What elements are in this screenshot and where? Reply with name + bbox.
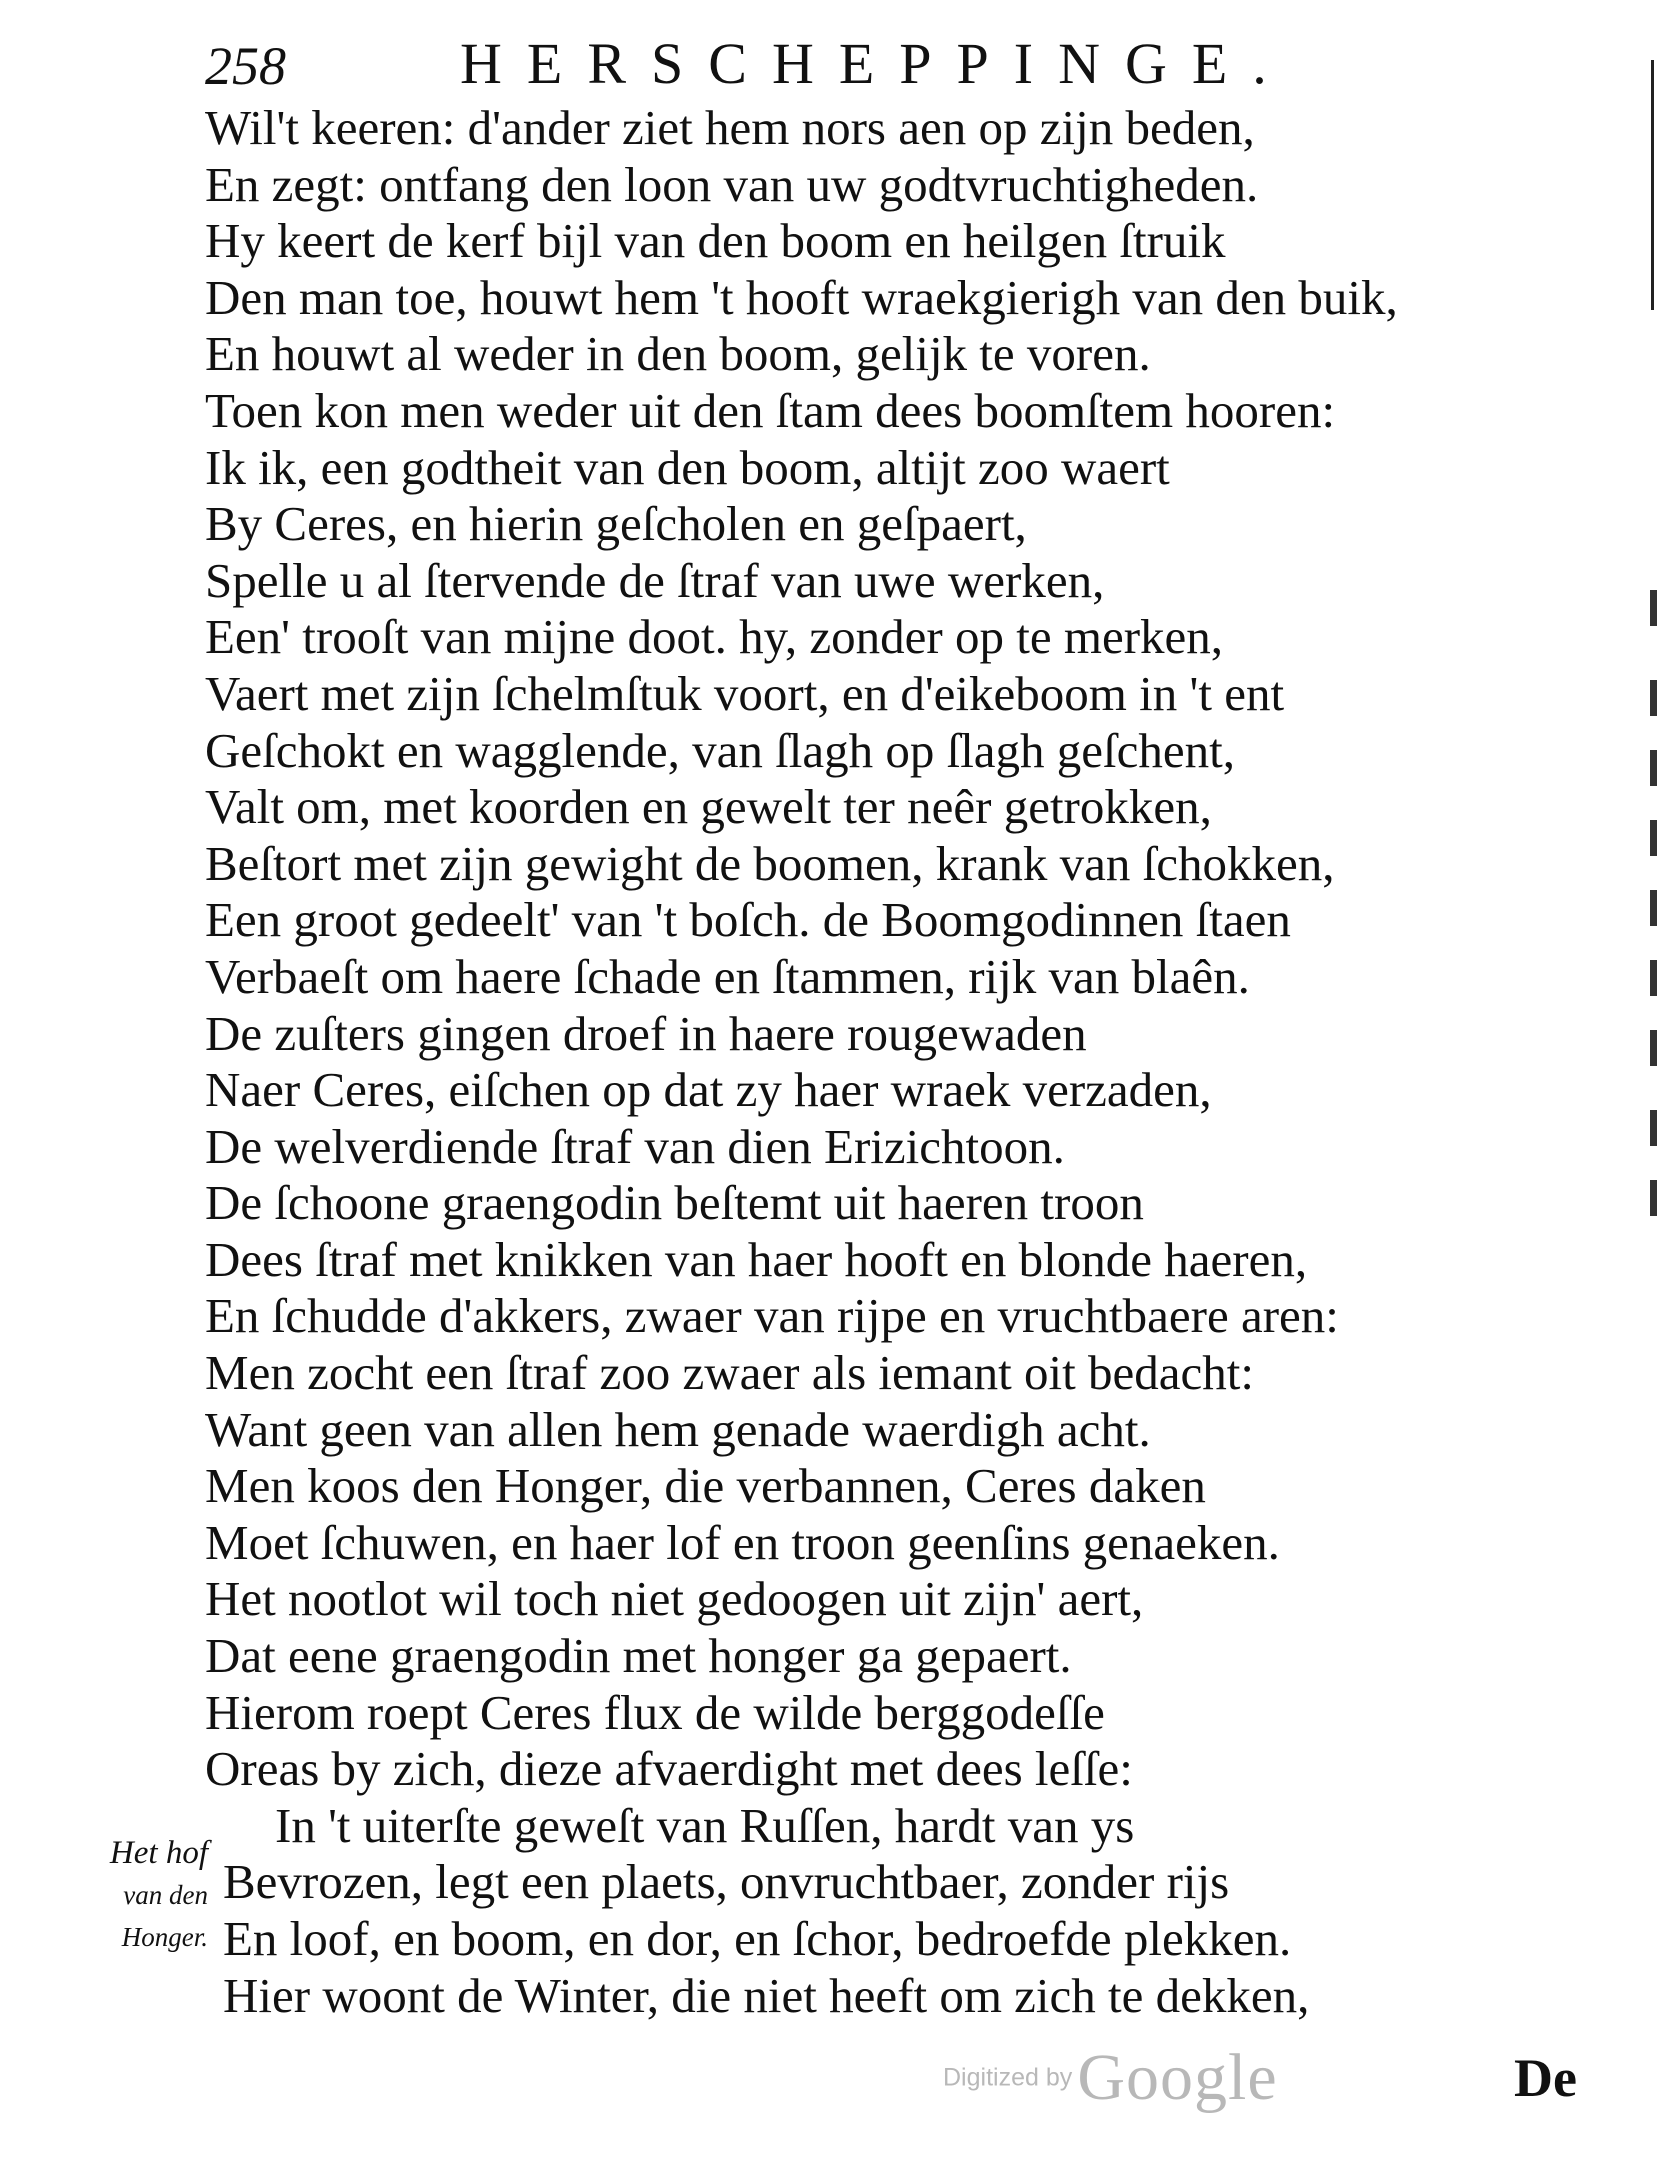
verse-line: En ſchudde d'akkers, zwaer van rijpe en vruchtbaere aren: xyxy=(205,1288,1339,1344)
digitization-watermark xyxy=(943,2040,1278,2116)
marginal-note-line: Het hof xyxy=(109,1835,208,1871)
bleed-mark xyxy=(1650,590,1657,626)
verse-line: Men zocht een ſtraf zoo zwaer als iemant oit bedacht: xyxy=(205,1345,1254,1401)
page-number: 258 xyxy=(205,36,286,96)
marginal-note xyxy=(58,1832,208,1958)
verse-line: Valt om, met koorden en gewelt ter neêr getrokken, xyxy=(205,779,1212,835)
verse-line: Men koos den Honger, die verbannen, Ceres daken xyxy=(205,1458,1206,1514)
verse-line: Een' trooſt van mijne doot. hy, zonder op te merken, xyxy=(205,609,1224,665)
running-head xyxy=(205,30,1315,102)
verse-line: Den man toe, houwt hem 't hooft wraekgierigh van den buik, xyxy=(205,269,1398,325)
verse-line: Wil't keeren: d'ander ziet hem nors aen op zijn beden, xyxy=(205,100,1255,155)
bleed-mark xyxy=(1650,820,1657,856)
marginal-note-line: Honger. xyxy=(121,1922,208,1952)
verse-line: Hier woont de Winter, die niet heeft om zich te dekken, xyxy=(223,1967,1310,2023)
verse-line: De ſchoone graengodin beſtemt uit haeren troon xyxy=(205,1175,1144,1231)
verse-line: Want geen van allen hem genade waerdigh acht. xyxy=(205,1401,1151,1457)
verse-line: Geſchokt en wagglende, van ſlagh op ſlagh geſchent, xyxy=(205,722,1236,778)
verse-line: En houwt al weder in den boom, gelijk te voren. xyxy=(205,326,1151,382)
verse-line: By Ceres, en hierin geſcholen en geſpaert, xyxy=(205,496,1027,552)
catchword: De xyxy=(1514,2048,1577,2108)
verse-line-paragraph-start: In 't uiterſte geweſt van Ruſſen, hardt van ys xyxy=(275,1797,1135,1853)
watermark-brand: Google xyxy=(1077,2041,1278,2114)
verse-line: Toen kon men weder uit den ſtam dees boomſtem hooren: xyxy=(205,382,1336,438)
bleed-mark xyxy=(1650,750,1657,786)
verse-line: Ik ik, een godtheit van den boom, altijt zoo waert xyxy=(205,439,1170,495)
verse-line: De zuſters gingen droef in haere rougewaden xyxy=(205,1005,1087,1061)
bleed-mark xyxy=(1650,890,1657,926)
verse-line: Vaert met zijn ſchelmſtuk voort, en d'eikeboom in 't ent xyxy=(205,665,1285,721)
verse-line: Hierom roept Ceres flux de wilde berggodeſſe xyxy=(205,1684,1105,1740)
watermark-prefix: Digitized by xyxy=(943,2063,1073,2092)
verse-line: En zegt: ontfang den loon van uw godtvruchtigheden. xyxy=(205,156,1259,212)
facing-page-bleed xyxy=(1648,590,1661,1210)
verse-line: Dees ſtraf met knikken van haer hooft en blonde haeren, xyxy=(205,1231,1308,1287)
verse-line: En loof, en boom, en dor, en ſchor, bedroefde plekken. xyxy=(223,1911,1292,1966)
verse-line: Oreas by zich, dieze afvaerdight met dees leſſe: xyxy=(205,1741,1133,1797)
verse-line: Het nootlot wil toch niet gedoogen uit zijn' aert, xyxy=(205,1571,1144,1627)
verse-line: De welverdiende ſtraf van dien Erizichtoon. xyxy=(205,1118,1065,1174)
poem-text xyxy=(205,100,1605,2024)
verse-line: Naer Ceres, eiſchen op dat zy haer wraek verzaden, xyxy=(205,1062,1212,1118)
facing-page-edge xyxy=(1651,60,1654,310)
verse-line: Beſtort met zijn gewight de boomen, krank van ſchokken, xyxy=(205,835,1335,891)
bleed-mark xyxy=(1650,960,1657,996)
verse-line: Een groot gedeelt' van 't boſch. de Boomgodinnen ſtaen xyxy=(205,892,1291,948)
verse-line: Dat eene graengodin met honger ga gepaert. xyxy=(205,1628,1072,1684)
verse-line: Spelle u al ſtervende de ſtraf van uwe werken, xyxy=(205,552,1105,608)
bleed-mark xyxy=(1650,680,1657,716)
bleed-mark xyxy=(1650,1030,1657,1066)
marginal-note-line: van den xyxy=(123,1880,208,1910)
bleed-mark xyxy=(1650,1110,1657,1146)
verse-line: Bevrozen, legt een plaets, onvruchtbaer, zonder rijs xyxy=(223,1854,1230,1910)
verse-line: Verbaeſt om haere ſchade en ſtammen, rijk van blaên. xyxy=(205,948,1250,1004)
verse-line: Hy keert de kerf bijl van den boom en heilgen ſtruik xyxy=(205,213,1226,269)
running-title: HERSCHEPPINGE. xyxy=(460,31,1292,96)
verse-line: Moet ſchuwen, en haer lof en troon geenſins genaeken. xyxy=(205,1514,1280,1570)
bleed-mark xyxy=(1650,1180,1657,1216)
